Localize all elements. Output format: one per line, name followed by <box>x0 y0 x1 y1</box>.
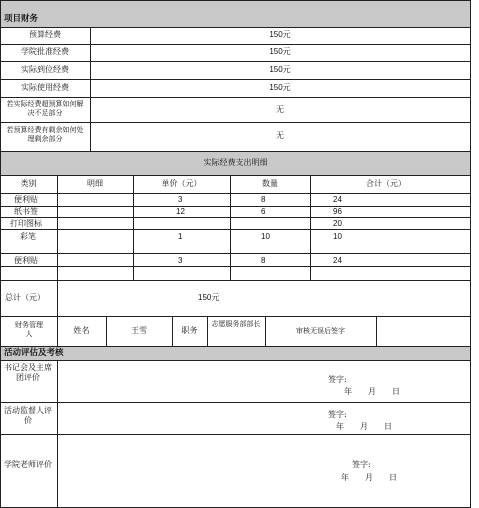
grand-total-value: 150元 <box>198 293 220 302</box>
evaluation-item-1-sign: 签字: <box>328 375 347 384</box>
evaluation-item-2-date: 年 月 日 <box>336 422 392 431</box>
col-header-unit-price: 单价（元） <box>161 179 202 188</box>
table-row-4-total: 10 <box>333 232 342 241</box>
table-row-2-price: 12 <box>176 207 185 216</box>
project-finance-header: 项目财务 <box>4 14 39 24</box>
evaluation-header-band <box>0 346 471 360</box>
received-value: 150元 <box>269 65 291 74</box>
table-row-1-total: 24 <box>333 195 342 204</box>
evaluation-item-1-date: 年 月 日 <box>344 387 400 396</box>
expense-detail-title: 实际经费支出明细 <box>203 158 268 167</box>
review-sign-text: 审核无误后签字 <box>296 327 345 335</box>
table-row-1-price: 3 <box>178 195 183 204</box>
table-row-1-qty: 8 <box>261 195 266 204</box>
manager-name-value: 王雪 <box>131 326 147 335</box>
evaluation-header: 活动评估及考核 <box>4 348 64 358</box>
finance-manager-label: 财务管理人 <box>15 321 43 338</box>
used-value: 150元 <box>269 83 291 92</box>
table-row-5-qty: 8 <box>261 256 266 265</box>
grand-total-label: 总计（元） <box>5 293 45 302</box>
manager-position-value: 志愿服务部部长 <box>211 320 261 328</box>
table-row-4-category: 彩笔 <box>20 232 36 241</box>
used-label: 实际使用经费 <box>21 83 69 92</box>
table-row-5-category: 便利贴 <box>14 256 38 265</box>
evaluation-item-3-sign: 签字: <box>352 460 371 469</box>
surplus-value: 无 <box>276 131 284 140</box>
budget-value: 150元 <box>269 30 291 39</box>
table-row-4-price: 1 <box>178 232 183 241</box>
manager-position-label: 职务 <box>181 326 198 335</box>
overbudget-label: 若实际经费超预算如何解决不足部分 <box>6 100 84 117</box>
col-header-category: 类别 <box>20 179 37 188</box>
table-row-2-category: 纸书签 <box>14 207 38 216</box>
evaluation-item-1-label: 书记会及主席团评价 <box>4 363 52 382</box>
col-header-detail: 明细 <box>87 179 103 188</box>
budget-label: 预算经费 <box>29 30 61 39</box>
table-row-2-total: 96 <box>333 207 342 216</box>
evaluation-item-3-date: 年 月 日 <box>341 473 397 482</box>
table-row-4-qty: 10 <box>261 232 270 241</box>
table-row-5-price: 3 <box>178 256 183 265</box>
overbudget-value: 无 <box>276 105 284 114</box>
table-row-2-qty: 6 <box>261 207 266 216</box>
surplus-label: 若预算经费有剩余如何处理剩余部分 <box>6 126 84 143</box>
approved-label: 学院批准经费 <box>21 47 69 56</box>
table-row-1-category: 便利贴 <box>14 195 38 204</box>
col-header-quantity: 数量 <box>262 179 278 188</box>
approved-value: 150元 <box>269 47 291 56</box>
table-row-3-total: 20 <box>333 219 342 228</box>
col-header-total: 合计（元） <box>366 179 406 188</box>
project-finance-header-band <box>0 0 471 27</box>
evaluation-item-2-label: 活动监督人评价 <box>4 406 52 425</box>
received-label: 实际到位经费 <box>21 65 69 74</box>
evaluation-item-2-sign: 签字: <box>328 410 347 419</box>
manager-name-label: 姓名 <box>73 326 90 335</box>
table-row-3-category: 打印图标 <box>10 219 42 228</box>
evaluation-item-3-label: 学院老师评价 <box>4 460 52 469</box>
table-row-5-total: 24 <box>333 256 342 265</box>
